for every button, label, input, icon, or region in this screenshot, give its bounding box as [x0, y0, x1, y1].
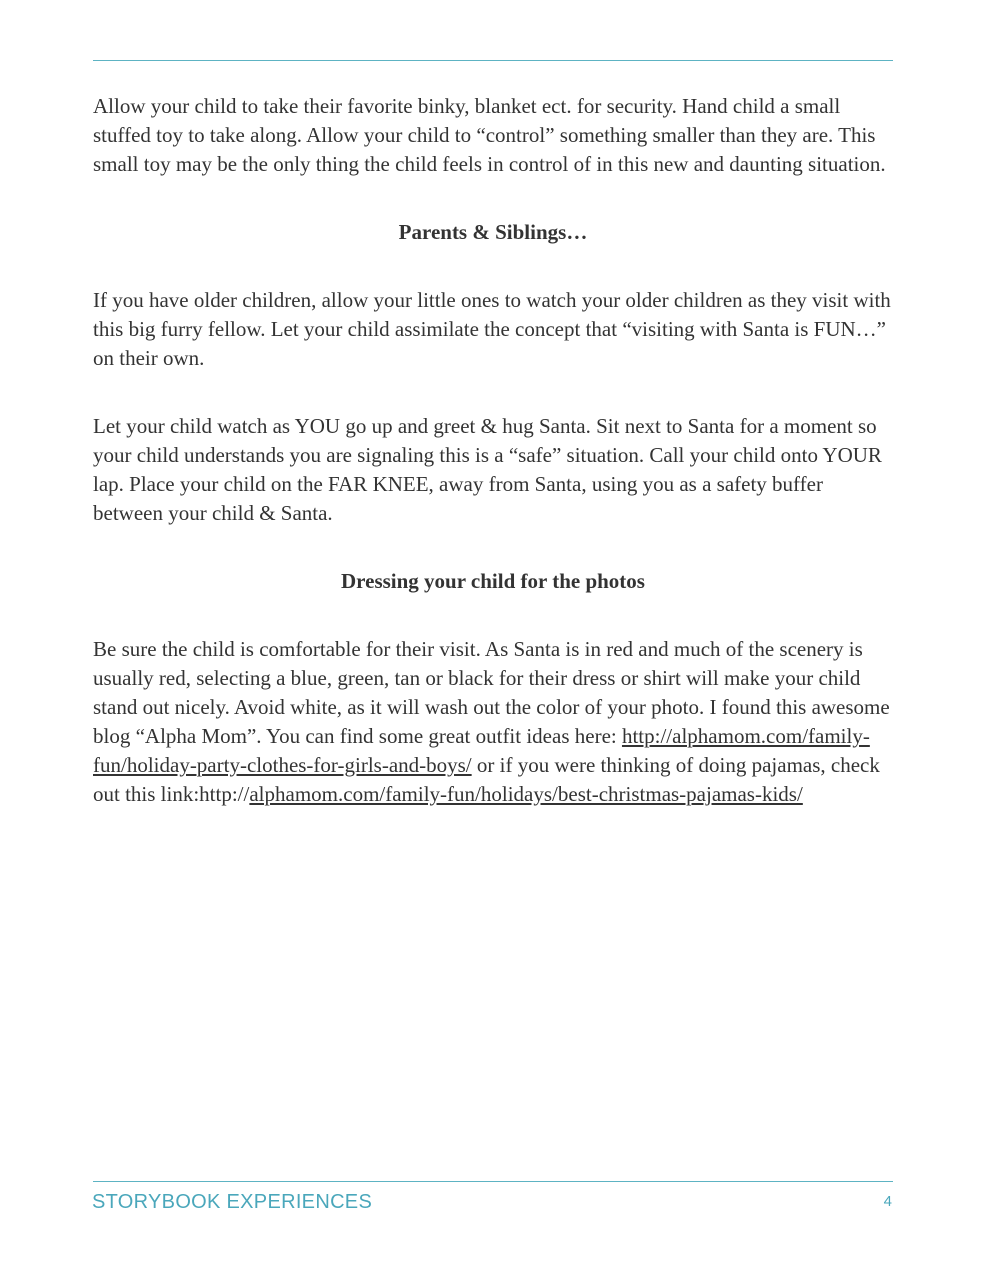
security-toy-paragraph: Allow your child to take their favorite binky, blanket ect. for security. Hand child a small stuffed toy to take along. Allow your child to “control” something smaller than they are. This small toy may be the only thing the child feels in control of in this new and daunting situation.	[93, 94, 886, 176]
greet-santa-paragraph: Let your child watch as YOU go up and greet & hug Santa. Sit next to Santa for a moment so your child understands you are signaling this is a “safe” situation. Call your child onto YOUR lap. Place your child on the FAR KNEE, away from Santa, using you as a safety buffer between your child & Santa.	[93, 414, 882, 525]
page-body	[93, 92, 893, 848]
dressing-text-start: Be sure the child is comfortable for their visit. As Santa is in red and much of the scenery is usually red, selecting a blue, green, tan or black for their dress or shirt will make your child stand out nicely. Avoid white, as it will wash out the color of your photo. I found this awesome blog “Alpha Mom”. You can find some great outfit ideas here:	[93, 637, 890, 748]
pajamas-link[interactable]: alphamom.com/family-fun/holidays/best-christmas-pajamas-kids/	[249, 782, 803, 806]
outfit-ideas-link[interactable]: http://alphamom.com/family-fun/holiday-party-clothes-for-girls-and-boys/	[93, 724, 870, 777]
footer-rule	[93, 1181, 893, 1182]
header-rule	[93, 60, 893, 61]
page-number: 4	[883, 1193, 892, 1210]
footer-title: STORYBOOK EXPERIENCES	[92, 1191, 373, 1213]
parents-siblings-heading: Parents & Siblings…	[398, 220, 588, 244]
older-children-paragraph: If you have older children, allow your little ones to watch your older children as they visit with this big furry fellow. Let your child assimilate the concept that “visiting with Santa is FUN…” on their own.	[93, 288, 891, 370]
dressing-paragraph	[93, 635, 893, 809]
dressing-text-middle: or if you were thinking of doing pajamas, check out this link:http://	[93, 753, 880, 806]
dressing-heading: Dressing your child for the photos	[341, 569, 645, 593]
